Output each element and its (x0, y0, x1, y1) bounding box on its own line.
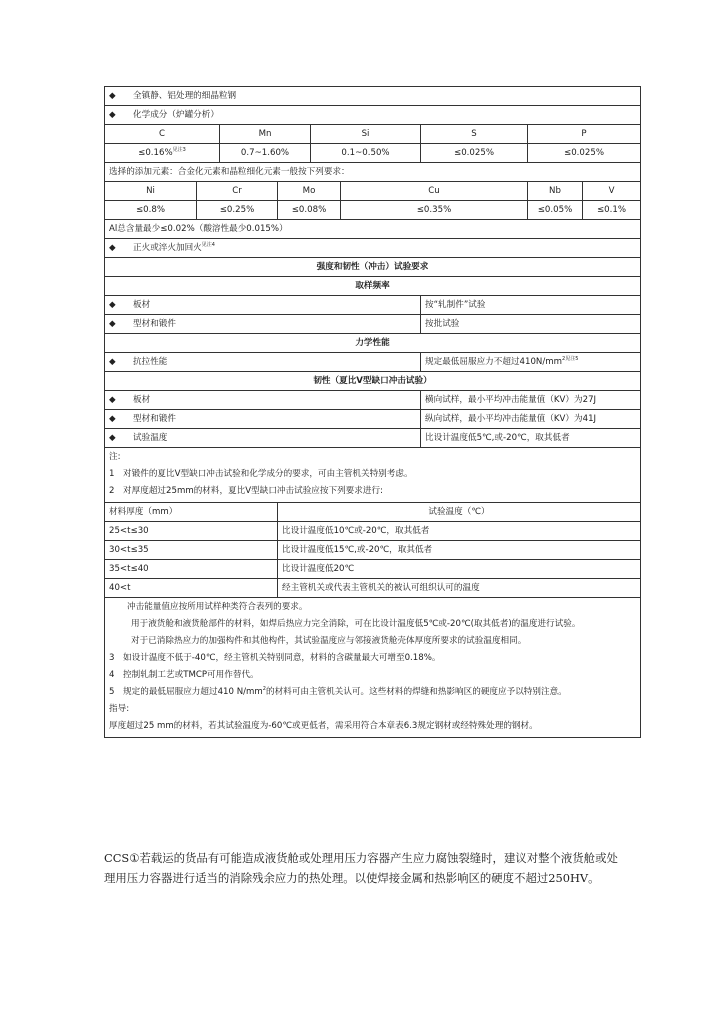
ccs-footnote: CCS①若载运的货品有可能造成液货舱或处理用压力容器产生应力腐蚀裂缝时，建议对整个液货舱或处理用压力容器进行适当的消除残余应力的热处理。以使焊接金属和热影响区的硬度不超过250HV。 (104, 851, 618, 885)
steel-spec-table (104, 86, 641, 738)
thk-temp: 比设计温度低15℃,或-20℃，取其低者 (278, 541, 641, 560)
chem-val-c: ≤0.16%$^{见注3}$ (105, 144, 220, 163)
thk-head-temp: 试验温度（℃） (278, 503, 641, 522)
chem-head-si: Si (311, 125, 421, 144)
plate-value: 按“轧制件”试验 (421, 296, 641, 315)
chem-head-p: P (528, 125, 641, 144)
row-add-elements (105, 163, 641, 182)
chem-val-s: ≤0.025% (421, 144, 528, 163)
tough-profile-value: 纵向试样，最小平均冲击能量值（KV）为41J (421, 410, 641, 429)
tough-temp-value: 比设计温度低5℃,或-20℃，取其低者 (421, 429, 641, 448)
row-chem-title (105, 106, 641, 125)
steel-type-text: 全镇静、铝处理的细晶粒钢 (133, 90, 237, 101)
guidance-label: 指导: (109, 704, 130, 714)
row-tough-profile (105, 410, 641, 429)
add-elements-text: 选择的添加元素：合金化元素和晶粒细化元素一般按下列要求： (105, 163, 641, 182)
profile-label: 型材和锻件 (133, 318, 176, 329)
bullet-icon: ◆ (109, 242, 116, 253)
chem-val-si: 0.1~0.50% (311, 144, 421, 163)
alloy-val-ni: ≤0.8% (105, 201, 197, 220)
spec-document (104, 86, 627, 738)
alloy-head-cr: Cr (197, 182, 278, 201)
row-sampling-plate (105, 296, 641, 315)
toughness-title: 韧性（夏比V型缺口冲击试验） (105, 372, 641, 391)
bullet-icon: ◆ (109, 90, 116, 101)
row-alloy-header (105, 182, 641, 201)
row-thk-1 (105, 522, 641, 541)
row-sampling-title (105, 277, 641, 296)
note-1: 1 对锻件的夏比V型缺口冲击试验和化学成分的要求，可由主管机关特别考虑。 (109, 469, 413, 479)
bullet-icon: ◆ (109, 109, 116, 120)
thk-temp: 比设计温度低10℃或-20℃，取其低者 (278, 522, 641, 541)
alloy-val-mo: ≤0.08% (278, 201, 341, 220)
row-sampling-profile (105, 315, 641, 334)
thk-range: 35<t≤40 (105, 560, 278, 579)
row-thk-header (105, 503, 641, 522)
chem-head-c: C (105, 125, 220, 144)
alloy-head-mo: Mo (278, 182, 341, 201)
thk-range: 25<t≤30 (105, 522, 278, 541)
thk-temp: 比设计温度低20℃ (278, 560, 641, 579)
mech-title: 力学性能 (105, 334, 641, 353)
row-tough-title (105, 372, 641, 391)
tough-temp-label: 试验温度 (133, 432, 168, 443)
row-notes-head (105, 448, 641, 503)
row-alloy-values (105, 201, 641, 220)
thk-range: 40<t (105, 579, 278, 598)
alloy-val-cu: ≤0.35% (341, 201, 528, 220)
alloy-head-cu: Cu (341, 182, 528, 201)
tough-plate-value: 横向试样，最小平均冲击能量值（KV）为27J (421, 391, 641, 410)
bullet-icon: ◆ (109, 413, 116, 424)
alloy-val-nb: ≤0.05% (528, 201, 583, 220)
tough-profile-label: 型材和锻件 (133, 413, 176, 424)
alloy-val-v: ≤0.1% (583, 201, 641, 220)
tensile-value: 规定最低屈服应力不超过$410N/mm^{2见注5}$ (421, 353, 641, 372)
note-2-para-3: 对于已消除热应力的加强构件和其他构件，其试验温度应与邻接液货舱壳体厚度所要求的试验温度相同。 (131, 636, 527, 646)
note-5: 5 规定的最低屈服应力超过410 $N/mm^2$的材料可由主管机关认可。这些材料的焊缝和热影响区的硬度应予以特别注意。 (109, 686, 567, 697)
row-strength-title (105, 258, 641, 277)
strength-title: 强度和韧性（冲击）试验要求 (105, 258, 641, 277)
row-mech-title (105, 334, 641, 353)
notes-block-top (105, 448, 641, 503)
note-3: 3 如设计温度不低于-40℃，经主管机关特别同意，材料的含碳量最大可增至0.18%。 (109, 653, 441, 663)
alloy-head-ni: Ni (105, 182, 197, 201)
note-4: 4 控制轧制工艺或TMCP可用作替代。 (109, 670, 259, 680)
chem-head-mn: Mn (220, 125, 311, 144)
note-2: 2 对厚度超过25mm的材料，夏比V型缺口冲击试验应按下列要求进行: (109, 486, 383, 496)
row-chem-header (105, 125, 641, 144)
row-tensile (105, 353, 641, 372)
row-al (105, 220, 641, 239)
profile-value: 按批试验 (421, 315, 641, 334)
thk-range: 30<t≤35 (105, 541, 278, 560)
row-thk-4 (105, 579, 641, 598)
note-2-para-1: 冲击能量值应按所用试样种类符合表列的要求。 (127, 602, 308, 612)
bullet-icon: ◆ (109, 356, 116, 367)
chem-head-s: S (421, 125, 528, 144)
chem-val-mn: 0.7~1.60% (220, 144, 311, 163)
notes-block-bottom (105, 598, 641, 738)
row-thk-2 (105, 541, 641, 560)
heat-treatment-text: 正火或淬火加回火 (133, 242, 202, 253)
alloy-val-cr: ≤0.25% (197, 201, 278, 220)
row-thk-3 (105, 560, 641, 579)
alloy-head-v: V (583, 182, 641, 201)
note-ref: 见注3 (172, 146, 186, 153)
row-tough-temp (105, 429, 641, 448)
notes-label: 注: (109, 452, 121, 462)
tensile-label: 抗拉性能 (133, 356, 168, 367)
chem-val-p: ≤0.025% (528, 144, 641, 163)
alloy-head-nb: Nb (528, 182, 583, 201)
guidance-text: 厚度超过25 mm的材料，若其试验温度为-60℃或更低者，需采用符合本章表6.3规定钢材或经特殊处理的钢材。 (109, 721, 538, 731)
bullet-icon: ◆ (109, 432, 116, 443)
row-chem-values (105, 144, 641, 163)
tough-plate-label: 板材 (133, 394, 151, 405)
bullet-icon: ◆ (109, 394, 116, 405)
bullet-icon: ◆ (109, 318, 116, 329)
bullet-icon: ◆ (109, 299, 116, 310)
note-2-para-2: 用于液货舱和液货舱部件的材料，如焊后热应力完全消除，可在比设计温度低5℃或-20℃(取其低者)的温度进行试验。 (131, 619, 581, 629)
note-ref: 2见注5 (562, 355, 579, 362)
row-steel-type (105, 87, 641, 106)
al-content-text: Al总含量最少≤0.02%（酸溶性最少0.015%） (105, 220, 641, 239)
plate-label: 板材 (133, 299, 151, 310)
note-ref: 见注4 (201, 241, 215, 248)
thk-temp: 经主管机关或代表主管机关的被认可组织认可的温度 (278, 579, 641, 598)
sampling-title: 取样频率 (105, 277, 641, 296)
row-heat-treatment (105, 239, 641, 258)
thk-head-thickness: 材料厚度（mm） (105, 503, 278, 522)
row-notes-body (105, 598, 641, 738)
chem-title-text: 化学成分（炉罐分析） (133, 109, 219, 120)
row-tough-plate (105, 391, 641, 410)
